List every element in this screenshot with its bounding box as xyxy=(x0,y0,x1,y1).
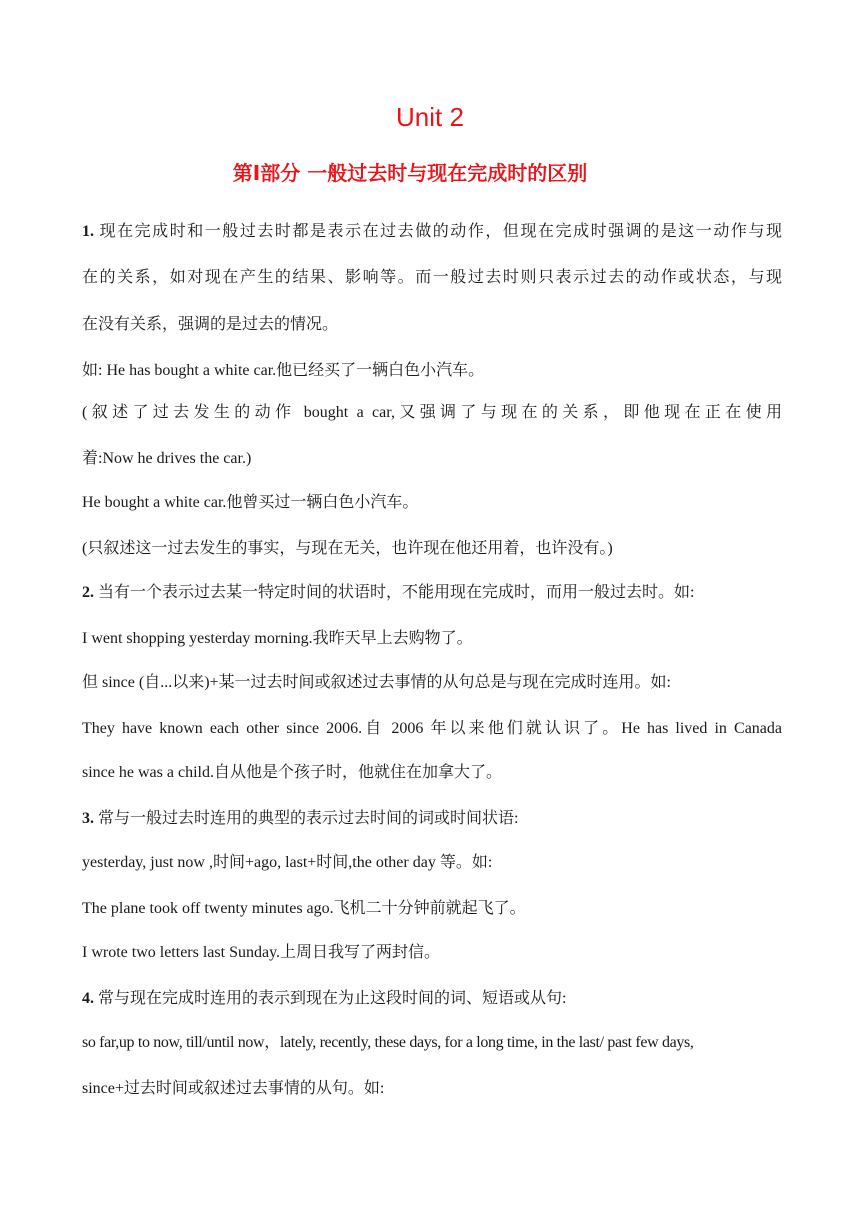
line-text: The plane took off twenty minutes ago.飞机二十分钟前就起飞了。 xyxy=(82,900,526,917)
paragraph-line xyxy=(82,851,782,875)
paragraph-line xyxy=(82,717,782,741)
paragraph-line xyxy=(82,941,782,965)
line-text: 如: He has bought a white car.他已经买了一辆白色小汽车。 xyxy=(82,362,485,379)
paragraph-line xyxy=(82,537,782,561)
line-text: I wrote two letters last Sunday.上周日我写了两封信。 xyxy=(82,944,441,961)
section-subtitle: 第Ⅰ部分 一般过去时与现在完成时的区别 xyxy=(232,161,588,185)
line-text: 现在完成时和一般过去时都是表示在过去做的动作，但现在完成时强调的是这一动作与现 xyxy=(94,223,782,240)
paragraph-line xyxy=(82,897,782,921)
line-text: 在没有关系，强调的是过去的情况。 xyxy=(82,316,339,333)
item-number: 3. xyxy=(82,810,94,827)
paragraph-line xyxy=(82,581,782,605)
line-text: 着:Now he drives the car.) xyxy=(82,450,252,467)
line-text: yesterday, just now ,时间+ago, last+时间,the other day 等。如: xyxy=(82,854,493,871)
paragraph-line xyxy=(82,447,782,471)
paragraph-line xyxy=(82,313,782,337)
line-text: I went shopping yesterday morning.我昨天早上去购物了。 xyxy=(82,630,473,647)
line-text: 但 since (自...以来)+某一过去时间或叙述过去事情的从句总是与现在完成时连用。如: xyxy=(82,674,672,691)
paragraph-line xyxy=(82,1031,787,1055)
line-text: 当有一个表示过去某一特定时间的状语时，不能用现在完成时，而用一般过去时。如: xyxy=(94,584,695,601)
paragraph-line xyxy=(82,987,782,1011)
paragraph-line xyxy=(82,671,782,695)
line-text: They have known each other since 2006.自 2006 年以来他们就认识了。He has lived in Canada xyxy=(82,720,782,737)
paragraph-line xyxy=(82,1077,782,1101)
paragraph-line xyxy=(82,266,782,290)
line-text: (叙述了过去发生的动作 bought a car,又强调了与现在的关系，即他现在正在使用 xyxy=(82,404,782,421)
paragraph-line xyxy=(82,491,782,515)
line-text: 在的关系，如对现在产生的结果、影响等。而一般过去时则只表示过去的动作或状态，与现 xyxy=(82,269,782,286)
item-number: 2. xyxy=(82,584,94,601)
line-text: so far,up to now, till/until now，lately, recently, these days, for a long time, in the last/ past few days, xyxy=(82,1034,694,1051)
line-text: 常与现在完成时连用的表示到现在为止这段时间的词、短语或从句: xyxy=(94,990,567,1007)
line-text: (只叙述这一过去发生的事实，与现在无关，也许现在他还用着，也许没有。) xyxy=(82,540,613,557)
line-text: He bought a white car.他曾买过一辆白色小汽车。 xyxy=(82,494,419,511)
page-title: Unit 2 xyxy=(396,102,464,132)
paragraph-line xyxy=(82,220,782,244)
line-text: since+过去时间或叙述过去事情的从句。如: xyxy=(82,1080,385,1097)
paragraph-line xyxy=(82,401,782,425)
paragraph-line xyxy=(82,761,782,785)
paragraph-line xyxy=(82,359,782,383)
item-number: 4. xyxy=(82,990,94,1007)
line-text: since he was a child.自从他是个孩子时，他就住在加拿大了。 xyxy=(82,764,502,781)
paragraph-line xyxy=(82,807,782,831)
paragraph-line xyxy=(82,627,782,651)
line-text: 常与一般过去时连用的典型的表示过去时间的词或时间状语: xyxy=(94,810,519,827)
item-number: 1. xyxy=(82,223,94,240)
